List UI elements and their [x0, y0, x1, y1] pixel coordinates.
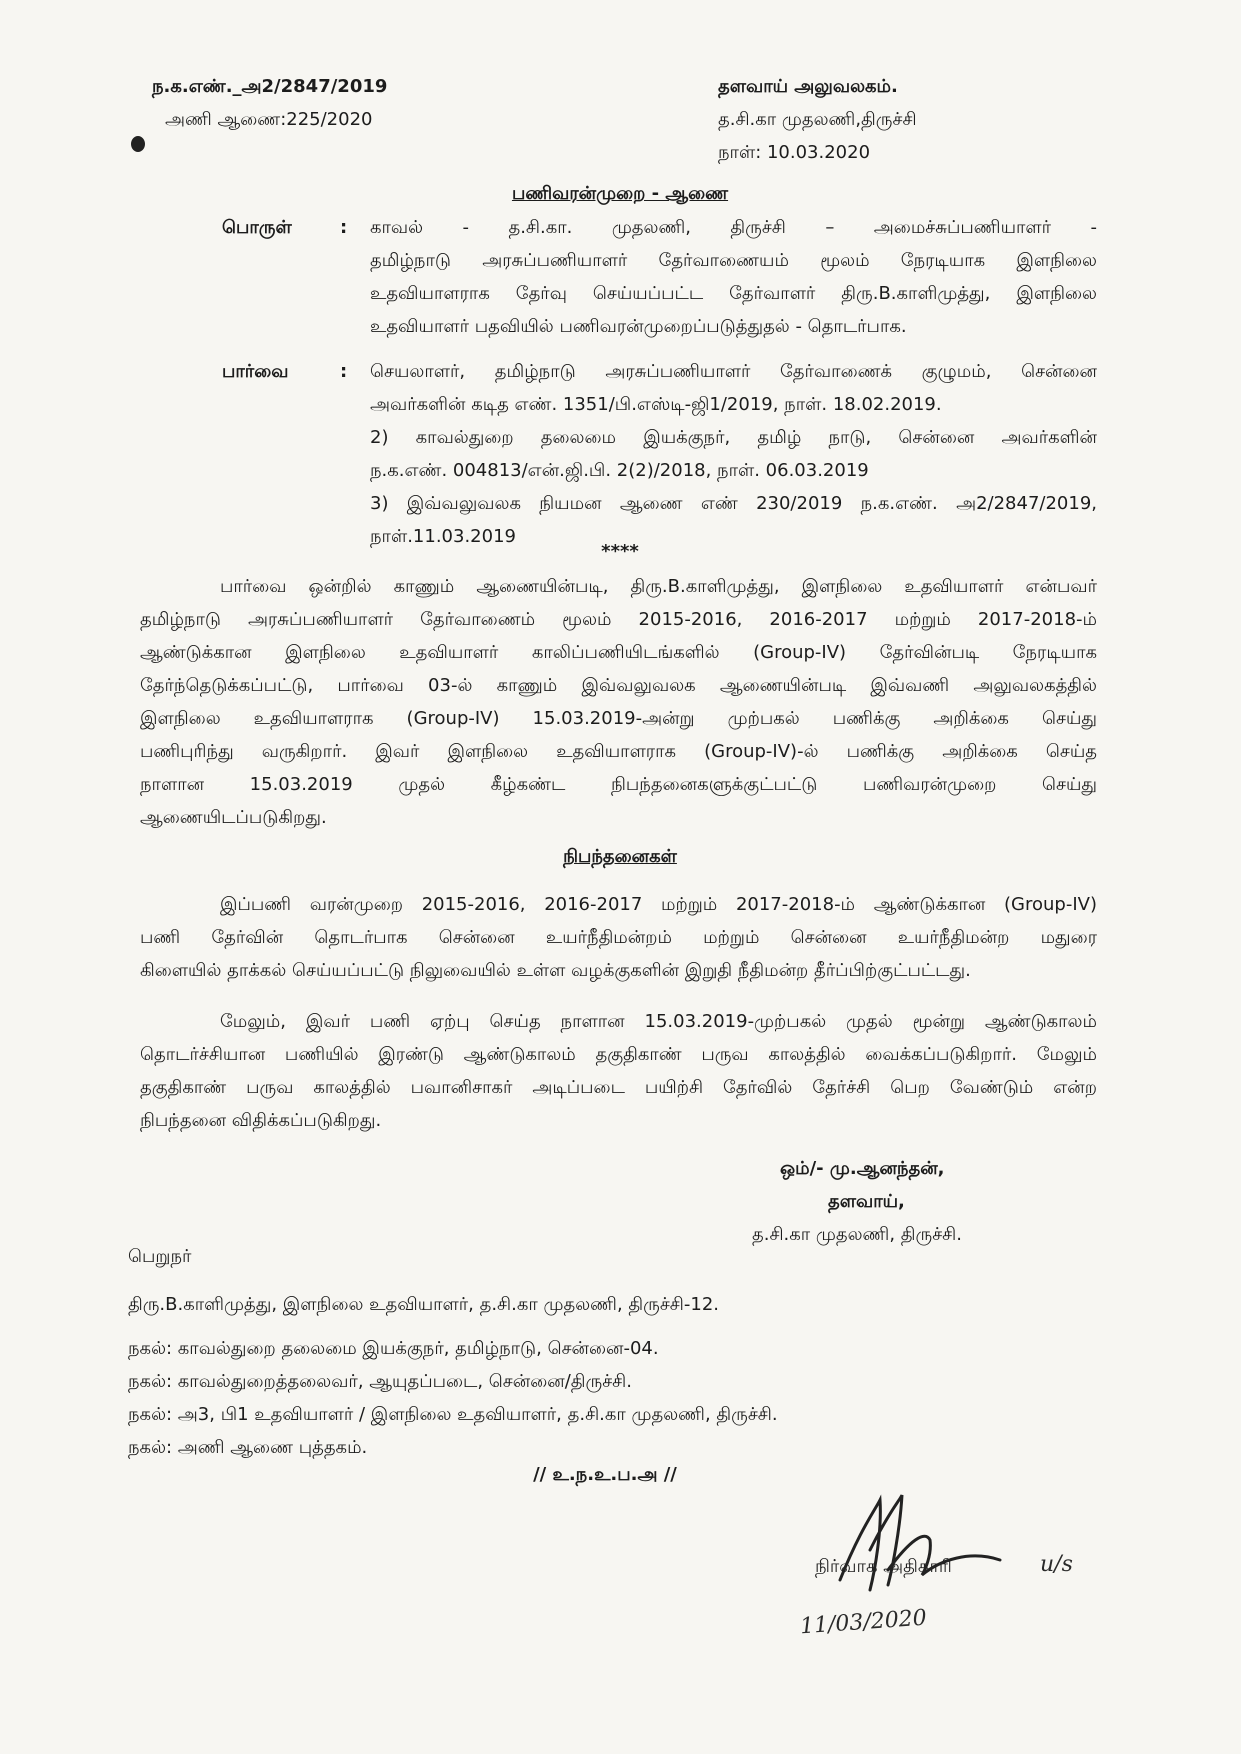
handwritten-signature: [830, 1470, 1030, 1620]
signatory-office: த.சி.கா முதலணி, திருச்சி.: [752, 1224, 962, 1245]
reference-line: செயலாளர், தமிழ்நாடு அரசுப்பணியாளர் தேர்வாணைக் குழுமம், சென்னை: [370, 361, 1097, 382]
signatory-name: ஒம்/- மு.ஆனந்தன்,: [780, 1158, 945, 1179]
punch-hole-mark: [131, 136, 145, 152]
reference-line: நாள்.11.03.2019: [370, 526, 516, 547]
reference-colon: :: [340, 361, 348, 382]
body-line: பணிபுரிந்து வருகிறார். இவர் இளநிலை உதவியாளராக (Group-IV)-ல் பணிக்கு அறிக்கை செய்த: [140, 741, 1097, 762]
body-line: ஆணையிடப்படுகிறது.: [140, 807, 327, 828]
subject-text: [370, 211, 1097, 343]
office-name: தளவாய் அலுவலகம்.: [718, 76, 898, 97]
body-line: இளநிலை உதவியாளராக (Group-IV) 15.03.2019-அன்று முற்பகல் பணிக்கு அறிக்கை செய்து: [140, 708, 1097, 729]
condition-line: தகுதிகாண் பருவ காலத்தில் பவானிசாகர் அடிப்படை பயிற்சி தேர்வில் தேர்ச்சி பெற வேண்டும் என்ற: [140, 1077, 1097, 1098]
recipient-text: திரு.B.காளிமுத்து, இளநிலை உதவியாளர், த.சி.கா முதலணி, திருச்சி-12.: [128, 1294, 720, 1315]
signatory-designation: தளவாய்,: [828, 1191, 905, 1212]
body-line: தமிழ்நாடு அரசுப்பணியாளர் தேர்வாணைம் மூலம் 2015-2016, 2016-2017 மற்றும் 2017-2018-ம்: [140, 609, 1097, 630]
body-line: நாளான 15.03.2019 முதல் கீழ்கண்ட நிபந்தனைகளுக்குட்பட்டு பணிவரன்முறை செய்து: [140, 774, 1097, 795]
condition-line: இப்பணி வரன்முறை 2015-2016, 2016-2017 மற்றும் 2017-2018-ம் ஆண்டுக்கான (Group-IV): [220, 894, 1097, 915]
body-paragraph: [140, 570, 1097, 834]
reference-label: பார்வை: [222, 361, 289, 382]
condition-paragraph-1: [140, 888, 1097, 987]
footer-mark: // உ.ந.உ.ப.அ //: [533, 1464, 677, 1485]
subject-line: உதவியாளர் பதவியில் பணிவரன்முறைப்படுத்துதல் - தொடர்பாக.: [370, 316, 907, 337]
reference-number: ந.க.எண்._அ2/2847/2019: [152, 76, 388, 97]
reference-line: ந.க.எண். 004813/என்.ஜி.பி. 2(2)/2018, நாள். 06.03.2019: [370, 460, 869, 481]
reference-line: அவர்களின் கடித எண். 1351/பி.எஸ்டி-ஜி1/2019, நாள். 18.02.2019.: [370, 394, 942, 415]
office-location: த.சி.கா முதலணி,திருச்சி: [718, 109, 917, 130]
attestation-title: நிர்வாக அதிகாரி: [815, 1556, 952, 1577]
body-line: தேர்ந்தெடுக்கப்பட்டு, பார்வை 03-ல் காணும் இவ்வலுவலக ஆணையின்படி இவ்வணி அலுவலகத்தில்: [140, 675, 1097, 696]
copy-item: நகல்: காவல்துறை தலைமை இயக்குநர், தமிழ்நாடு, சென்னை-04.: [128, 1338, 659, 1359]
reference-line: 2) காவல்துறை தலைமை இயக்குநர், தமிழ் நாடு, சென்னை அவர்களின்: [370, 427, 1097, 448]
document-date: நாள்: 10.03.2020: [718, 142, 871, 163]
body-line: பார்வை ஒன்றில் காணும் ஆணையின்படி, திரு.B.காளிமுத்து, இளநிலை உதவியாளர் என்பவர்: [220, 576, 1097, 597]
attestation-date: 11/03/2020: [799, 1605, 928, 1640]
condition-line: மேலும், இவர் பணி ஏற்பு செய்த நாளான 15.03.2019-முற்பகல் முதல் மூன்று ஆண்டுகாலம்: [220, 1011, 1097, 1032]
reference-text: [370, 355, 1097, 553]
subject-line: தமிழ்நாடு அரசுப்பணியாளர் தேர்வாணையம் மூலம் நேரடியாக இளநிலை: [370, 250, 1097, 271]
condition-line: நிபந்தனை விதிக்கப்படுகிறது.: [140, 1110, 382, 1131]
subject-line: காவல் - த.சி.கா. முதலணி, திருச்சி – அமைச்சுப்பணியாளர் -: [370, 217, 1097, 238]
copy-item: நகல்: அணி ஆணை புத்தகம்.: [128, 1437, 368, 1458]
recipient-label: பெறுநர்: [128, 1246, 192, 1267]
copy-list: [128, 1332, 778, 1464]
subject-colon: :: [340, 217, 348, 238]
document-title: பணிவரன்முறை - ஆணை: [511, 183, 729, 204]
attestation-initials: u/s: [1040, 1552, 1073, 1577]
order-number: அணி ஆணை:225/2020: [165, 109, 373, 130]
condition-line: தொடர்ச்சியான பணியில் இரண்டு ஆண்டுகாலம் தகுதிகாண் பருவ காலத்தில் வைக்கப்படுகிறார். மேலும்: [140, 1044, 1097, 1065]
condition-paragraph-2: [140, 1005, 1097, 1137]
copy-item: நகல்: அ3, பி1 உதவியாளர் / இளநிலை உதவியாளர், த.சி.கா முதலணி, திருச்சி.: [128, 1404, 778, 1425]
subject-line: உதவியாளராக தேர்வு செய்யப்பட்ட தேர்வாளர் திரு.B.காளிமுத்து, இளநிலை: [370, 283, 1097, 304]
conditions-heading: நிபந்தனைகள்: [563, 846, 677, 867]
condition-line: பணி தேர்வின் தொடர்பாக சென்னை உயர்நீதிமன்றம் மற்றும் சென்னை உயர்நீதிமன்ற மதுரை: [140, 927, 1097, 948]
body-line: ஆண்டுக்கான இளநிலை உதவியாளர் காலிப்பணியிடங்களில் (Group-IV) தேர்வின்படி நேரடியாக: [140, 642, 1097, 663]
condition-line: கிளையில் தாக்கல் செய்யப்பட்டு நிலுவையில் உள்ள வழக்குகளின் இறுதி நீதிமன்ற தீர்ப்பிற்குட்பட்டது.: [140, 960, 971, 981]
subject-label: பொருள்: [222, 217, 292, 238]
section-separator: ****: [601, 541, 639, 562]
copy-item: நகல்: காவல்துறைத்தலைவர், ஆயுதப்படை, சென்னை/திருச்சி.: [128, 1371, 632, 1392]
reference-line: 3) இவ்வலுவலக நியமன ஆணை எண் 230/2019 ந.க.எண். அ2/2847/2019,: [370, 493, 1097, 514]
